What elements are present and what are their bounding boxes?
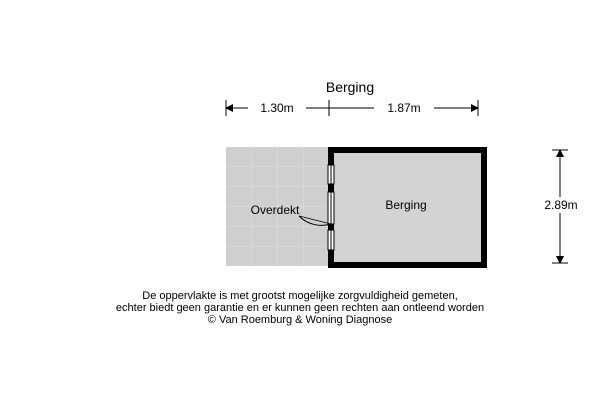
height-dimension bbox=[534, 150, 588, 263]
disclaimer-line-2: echter biedt geen garantie en er kunnen geen rechten aan ontleend worden bbox=[115, 302, 485, 314]
window-bottom bbox=[328, 230, 334, 250]
window-top bbox=[328, 165, 334, 184]
width-right-label: 1.87m bbox=[387, 101, 421, 115]
height-label: 2.89m bbox=[544, 198, 578, 212]
width-left-label: 1.30m bbox=[260, 101, 294, 115]
disclaimer-line-1: De oppervlakte is met grootst mogelijke zorgvuldigheid gemeten, bbox=[142, 290, 458, 302]
disclaimer-line-3: © Van Roemburg & Woning Diagnose bbox=[207, 314, 393, 326]
width-dimension bbox=[226, 100, 478, 116]
plan-title: Berging bbox=[325, 79, 375, 95]
room-label-overdekt: Overdekt bbox=[250, 203, 300, 217]
room-label-berging: Berging bbox=[385, 198, 427, 212]
